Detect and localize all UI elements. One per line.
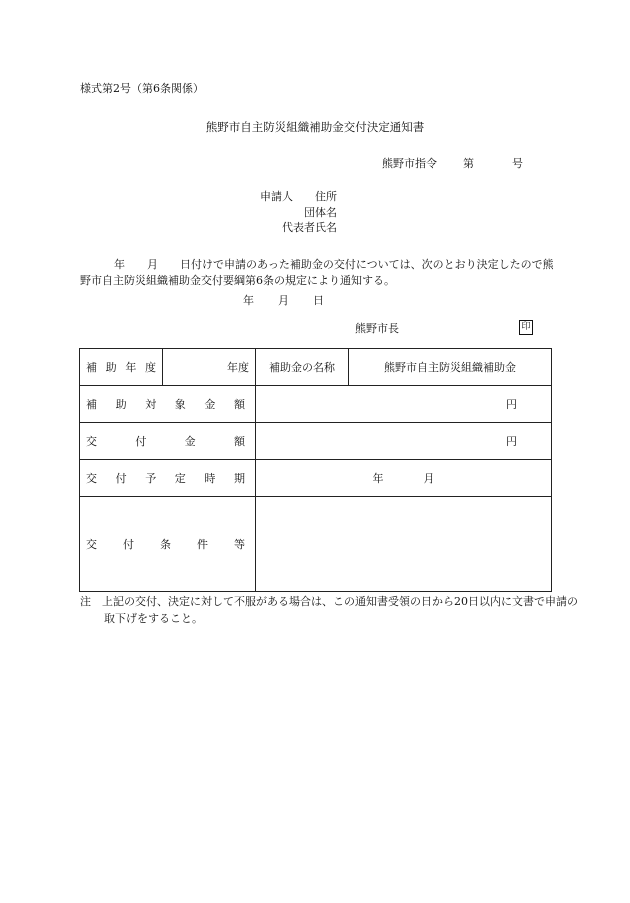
spread-label — [86, 470, 249, 486]
footnote: 注 上記の交付、決定に対して不服がある場合は、この通知書受領の日から20日以内に文書で申請の取下げをすること。 — [80, 595, 578, 625]
char: 象 — [174, 398, 186, 411]
spread-label — [86, 433, 249, 449]
applicant-group-row — [304, 206, 337, 220]
char: 交 — [86, 472, 97, 485]
char: 期 — [233, 472, 245, 485]
subsidy-name-label — [256, 349, 349, 386]
seal-mark: 印 — [519, 320, 533, 335]
document-number — [382, 157, 523, 171]
applicant-representative-label: 代表者氏名 — [282, 221, 337, 234]
grant-schedule-label — [80, 460, 256, 497]
spread-label — [86, 359, 156, 375]
spread-label — [86, 396, 249, 412]
doc-number-go: 号 — [512, 157, 523, 170]
grant-schedule-cell — [256, 460, 552, 497]
mayor-title: 熊野市長 — [355, 322, 399, 335]
char: 補 — [86, 398, 97, 411]
subsidy-name-label-text: 補助金の名称 — [269, 361, 335, 374]
document-title: 熊野市自主防災組織補助金交付決定通知書 — [205, 120, 425, 134]
applicant-address-label: 住所 — [315, 190, 337, 203]
target-amount-cell — [256, 386, 552, 423]
char: 条 — [160, 538, 171, 551]
char: 等 — [234, 538, 245, 551]
grant-amount-cell — [256, 423, 552, 460]
table-row — [80, 423, 552, 460]
grant-conditions-cell — [256, 497, 552, 592]
grant-amount-label — [80, 423, 256, 460]
char: 助 — [115, 398, 127, 411]
applicant-representative-row — [282, 221, 337, 235]
notice-body-text: 年 月 日付けで申請のあった補助金の交付については、次のとおり決定したので熊野市自主防災組織補助金交付要綱第6条の規定により通知する。 — [80, 258, 554, 287]
doc-number-dai: 第 — [463, 157, 474, 170]
subsidy-year-cell — [163, 349, 256, 386]
applicant-label: 申請人 — [260, 190, 293, 203]
table-row — [80, 460, 552, 497]
char: 年 — [125, 361, 137, 374]
char: 件 — [197, 538, 208, 551]
char: 付 — [115, 472, 127, 485]
char: 額 — [233, 398, 245, 411]
char: 付 — [135, 435, 147, 448]
char: 助 — [105, 361, 117, 374]
yen-unit: 円 — [506, 398, 517, 411]
char: 交 — [86, 435, 97, 448]
schedule-month: 月 — [423, 472, 435, 485]
char: 額 — [233, 435, 245, 448]
subsidy-name-value — [349, 349, 552, 386]
char: 定 — [174, 472, 186, 485]
subsidy-year-label — [80, 349, 163, 386]
subsidy-table — [79, 348, 552, 592]
char: 交 — [86, 538, 97, 551]
char: 時 — [204, 472, 216, 485]
grant-conditions-label — [80, 497, 256, 592]
year-unit: 年度 — [227, 361, 249, 374]
char: 付 — [123, 538, 134, 551]
table-row — [80, 497, 552, 592]
table-row — [80, 386, 552, 423]
applicant-group-label: 団体名 — [304, 206, 337, 219]
schedule-year: 年 — [372, 472, 384, 485]
applicant-address-row — [260, 190, 337, 204]
date-month: 月 — [278, 294, 289, 307]
target-amount-label — [80, 386, 256, 423]
char: 金 — [184, 435, 196, 448]
char: 補 — [86, 361, 97, 374]
subsidy-name-value-text: 熊野市自主防災組織補助金 — [384, 361, 516, 374]
spread-label — [86, 536, 249, 552]
date-day: 日 — [313, 294, 324, 307]
char: 対 — [145, 398, 157, 411]
char: 度 — [144, 361, 156, 374]
date-year: 年 — [243, 294, 254, 307]
yen-unit: 円 — [506, 435, 517, 448]
table-row — [80, 349, 552, 386]
char: 金 — [204, 398, 216, 411]
form-number-label: 様式第2号（第6条関係） — [80, 82, 204, 95]
char: 予 — [145, 472, 157, 485]
notice-date-line — [243, 294, 324, 308]
doc-number-prefix: 熊野市指令 — [382, 157, 437, 170]
